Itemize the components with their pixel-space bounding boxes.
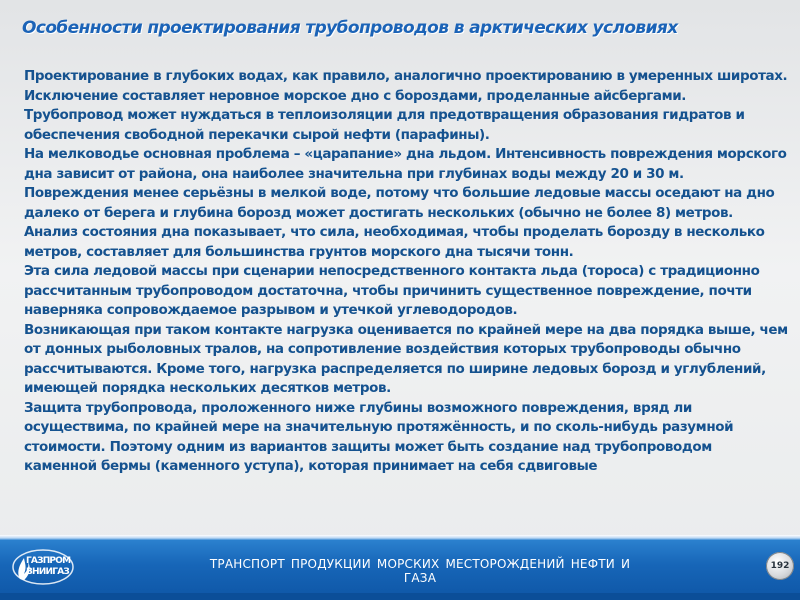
logo-text-line2: ВНИИГАЗ: [26, 567, 69, 577]
company-logo: [12, 548, 74, 586]
slide-body: [24, 67, 788, 530]
footer-bar: [0, 535, 800, 600]
body-paragraph: На мелководье основная проблема – «царапание» дна льдом. Интенсивность повреждения морского дна зависит от района, она наиболее значительна при глубинах воды между 20 и 30 м. Повреждения менее серьёзны в мелкой воде, потому что большие ледовые массы оседают на дно далеко от берега и глубина борозд может достигать нескольких (обычно не более 8) метров.: [24, 146, 787, 221]
slide-title: Особенности проектирования трубопроводов в арктических условиях: [22, 18, 678, 38]
body-paragraph: Возникающая при таком контакте нагрузка оценивается по крайней мере на два порядка выше, чем от донных рыболовных тралов, на сопротивление воздействия которых трубопроводы обычно рассчитываются. Кроме того, нагрузка распределяется по ширине ледовых борозд и углублений, имеющей порядка нескольких десятков метров.: [24, 321, 788, 396]
footer-bottom-strip: [0, 593, 800, 600]
footer-sheen: [0, 535, 800, 540]
footer-caption: ТРАНСПОРТ ПРОДУКЦИИ МОРСКИХ МЕСТОРОЖДЕНИЙ НЕФТИ И ГАЗА: [209, 557, 631, 585]
body-paragraph: Эта сила ледовой массы при сценарии непосредственного контакта льда (тороса) с традиционно рассчитанным трубопроводом достаточна, чтобы причинить существенное повреждение, почти наверняка сопровождаемое разрывом и утечкой углеводородов.: [24, 263, 760, 318]
body-paragraph: Защита трубопровода, проложенного ниже глубины возможного повреждения, вряд ли осуществима, по крайней мере на значительную протяжённость, и по сколь-нибудь разумной стоимости. Поэтому одним из вариантов защиты может быть создание над трубопроводом каменной бермы (каменного уступа), которая принимает на себя сдвиговые: [24, 399, 734, 474]
logo-text-line1: ГАЗПРОМ: [26, 556, 71, 566]
body-paragraph: Анализ состояния дна показывает, что сила, необходимая, чтобы проделать борозду в несколько метров, составляет для большинства грунтов морского дна тысячи тонн.: [24, 224, 765, 260]
page-number-badge: 192: [766, 552, 794, 580]
body-paragraph: Проектирование в глубоких водах, как правило, аналогично проектированию в умеренных широтах. Исключение составляет неровное морское дно с бороздами, проделанные айсбергами. Трубопровод может нуждаться в теплоизоляции для предотвращения образования гидратов и обеспечения свободной перекачки сырой нефти (парафины).: [24, 68, 788, 143]
